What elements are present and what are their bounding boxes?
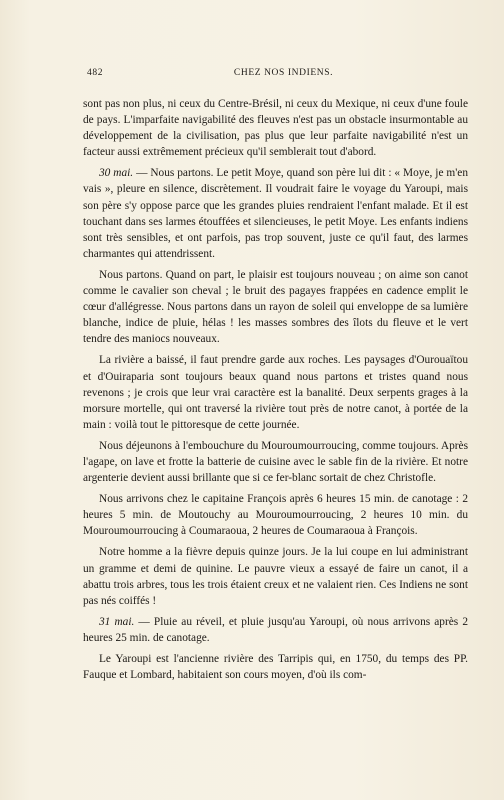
paragraph [83, 438, 468, 486]
paragraph [83, 614, 468, 646]
paragraph-date: 31 mai. [99, 615, 135, 628]
paragraph-text: Le Yaroupi est l'ancienne rivière des Tarripis qui, en 1750, du temps des PP. Fauque et Lombard, habitaient son cours moyen, d'où ils com- [83, 653, 468, 682]
paragraph [83, 165, 468, 262]
paragraph [83, 96, 468, 160]
paragraph-text: — Nous partons. Le petit Moye, quand son père lui dit : « Moye, je m'en vais », pleure en silence, discrètement. Il voudrait faire le voyage du Yaroupi, mais son père s'y oppose parce que les grandes pluies rendraient l'enfant malade. Et il est touchant dans ses larmes étouffées et silencieuses, le petit Moye. Les enfants indiens sont très sensibles, et ont parfois, pas trop souvent, juste ce qu'il faut, des larmes charmantes qui attendrissent. [83, 167, 468, 260]
paragraph [83, 352, 468, 432]
running-title: CHEZ NOS INDIENS. [233, 68, 334, 78]
page-number: 482 [87, 68, 104, 78]
paragraph-text: Nous partons. Quand on part, le plaisir est toujours nouveau ; on aime son canot comme le cavalier son cheval ; le bruit des pagayes frappées en cadence emplit le cœur d'allégresse. Nous partons dans un rayon de soleil qui enveloppe de sa lumière blanche, indice de pluie, hélas ! les masses sombres des îlots du fleuve et le vert tendre des maniocs nouveaux. [83, 268, 468, 346]
paragraph-text: Notre homme a la fièvre depuis quinze jours. Je la lui coupe en lui administrant un gramme et demi de quinine. Le pauvre vieux a essayé de faire un canot, il a abattu trois arbres, tous les trois étaient creux et ne valaient rien. Ces Indiens ne sont pas nés coiffés ! [83, 546, 468, 607]
paragraph-text: Nous arrivons chez le capitaine François après 6 heures 15 min. de canotage : 2 heures 5 min. de Moutouchy au Mouroumourroucing, 2 heures 10 min. du Mouroumourroucing à Coumaraoua, 2 heures de Coumaraoua à François. [83, 493, 468, 538]
paragraph-text: sont pas non plus, ni ceux du Centre-Brésil, ni ceux du Mexique, ni ceux d'une foule de pays. L'imparfaite navigabilité des fleuves n'est pas un obstacle insurmontable au développement de la civilisation, pas plus que leur parfaite navigabilité n'est un facteur aussi extrêmement précieux qu'il semblerait tout d'abord. [83, 98, 468, 159]
running-head [83, 68, 468, 82]
paragraph-text: Nous déjeunons à l'embouchure du Mouroumourroucing, comme toujours. Après l'agape, on lave et frotte la batterie de cuisine avec le sable fin de la rivière. Et notre argenterie devient aussi brillante que si ce fer-blanc sortait de chez Christofle. [83, 439, 468, 485]
paragraph [83, 267, 468, 347]
paragraph-text: — Pluie au réveil, et pluie jusqu'au Yaroupi, où nous arrivons après 2 heures 25 min. de canotage. [83, 615, 468, 644]
paragraph [83, 544, 468, 608]
paragraph [83, 491, 468, 539]
paragraph-text: La rivière a baissé, il faut prendre garde aux roches. Les paysages d'Ourouaïtou et d'Ouiraparia sont toujours beaux quand nous partons et tristes quand nous revenons ; je crois que leur vrai caractère est la banalité. Deux serpents grages à la morsure mortelle, qui ont traversé la rivière tout près de notre canot, à portée de la main : voilà tout le pittoresque de cette journée. [83, 354, 468, 431]
paragraph [83, 651, 468, 683]
body-text [83, 96, 468, 683]
paragraph-date: 30 mai. [99, 167, 134, 180]
